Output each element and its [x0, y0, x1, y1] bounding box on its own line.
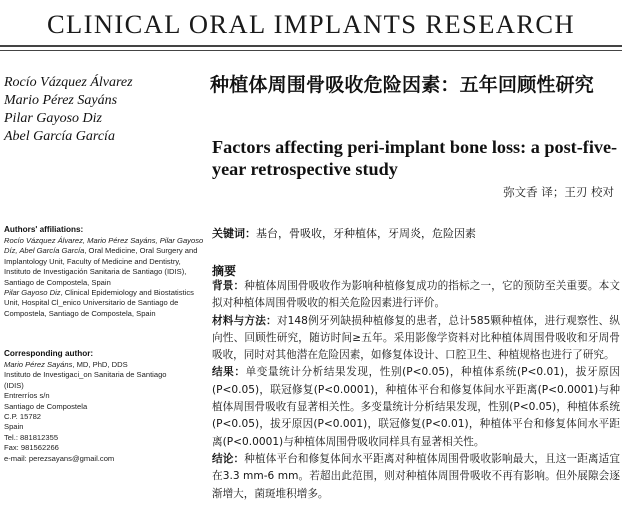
affiliation-names: Rocío Vázquez Álvarez, Mario Pérez Sayáns, Pilar Gayoso Díz, Abel García García [4, 236, 204, 256]
affiliations-text [4, 236, 204, 319]
affiliation-institution: , Clinical Epidemiology and Biostatistics Unit, Hospital Cl_enico Universitario de Santiago de Compostela, Santiago de Compostela, Spain [4, 288, 194, 318]
address-line: (IDIS) [4, 380, 24, 390]
corresponding-author-heading: Corresponding author: [4, 349, 94, 358]
affiliation-names: Pilar Gayoso Diz [4, 288, 61, 298]
abstract-body [212, 278, 620, 503]
keywords [212, 225, 612, 241]
fax-line: Fax: 981562266 [4, 443, 59, 453]
article-title-english: Factors affecting peri-implant bone loss: a post-five-year retrospective study [212, 137, 618, 179]
journal-title: CLINICAL ORAL IMPLANTS RESEARCH [46, 9, 576, 39]
address-line: Entrerríos s/n [4, 391, 50, 401]
journal-header [0, 0, 622, 64]
author-name: Pilar Gayoso Diz [4, 111, 102, 126]
address-line: Santiago de Compostela [4, 401, 88, 411]
author-name: Abel García García [4, 129, 115, 144]
abstract-conclusion [212, 451, 620, 503]
results-label: 结果： [212, 366, 246, 379]
email-line: e-mail: perezsayans@gmail.com [4, 453, 115, 463]
results-text: 单变量统计分析结果发现，性别(P<0.05)，种植体系统(P<0.01)，拔牙原因(P<0.05)，联冠修复(P<0.0001)，种植体平台和修复体间水平距离(P<0.0001)与种植体周围骨吸收有显著相关性。多变量统计分析结果发现，性别(P<0.05)，种植体系统(P<0.05)，拔牙原因(P<0.001)，联冠修复(P<0.01)，种植体平台和修复体间水平距离(P<0.0001)与种植体周围骨吸收同样具有显著相关性。 [212, 366, 620, 448]
header-rule [0, 45, 622, 47]
translator-credit: 弥文香 译；王刃 校对 [503, 185, 614, 199]
author-name: Mario Pérez Sayáns [4, 93, 118, 108]
corresponding-author-degrees: , MD, PhD, DDS [72, 360, 128, 369]
background-label: 背景： [212, 280, 245, 292]
header-rule-thin [0, 50, 622, 51]
phone-line: Tel.: 881812355 [4, 432, 59, 442]
background-text: 种植体周围骨吸收作为影响种植修复成功的指标之一，它的预防至关重要。本文拟对种植体周围骨吸收的相关危险因素进行评价。 [212, 280, 621, 310]
article-title-chinese: 种植体周围骨吸收危险因素：五年回顾性研究 [210, 74, 595, 96]
conclusion-text: 种植体平台和修复体间水平距离对种植体周围骨吸收影响最大，且这一距离适宜在3.3 mm-6 mm。若超出此范围，则对种植体周围骨吸收不再有影响。但外展隙会逐渐增大，菌斑堆积增多。 [212, 452, 621, 500]
keywords-label: 关键词： [212, 227, 256, 240]
abstract-results [212, 364, 620, 450]
methods-label: 材料与方法： [212, 314, 277, 327]
abstract-methods [212, 313, 620, 365]
abstract-heading: 摘要 [212, 264, 237, 278]
conclusion-label: 结论： [212, 452, 245, 465]
author-name: Rocío Vázquez Álvarez [4, 75, 133, 90]
corresponding-author-details [4, 360, 204, 464]
abstract-background [212, 278, 620, 313]
address-line: Instituto de Investigaci_on Sanitaria de Santiago [4, 370, 167, 380]
address-line: Spain [4, 422, 24, 432]
corresponding-author-name: Mario Pérez Sayáns [4, 360, 73, 369]
address-line: C.P. 15782 [4, 412, 42, 422]
methods-text: 对148例牙列缺损种植修复的患者，总计585颗种植体，进行观察性、纵向性、回顾性研究，随访时间≥五年。采用影像学资料对比种植体周围骨吸收和牙周骨吸收，同时对其他潜在危险因素，如修复体设计、口腔卫生、种植规格也进行了研究。 [212, 314, 620, 362]
affiliations-heading: Authors' affiliations: [4, 225, 84, 234]
author-list [4, 74, 204, 146]
affiliation-institution: , Oral Medicine, Oral Surgery and Implantology Unit, Faculty of Medicine and Dentistry, Instituto de Investigación Sanitaria de Santiago (IDIS), Santiago de Compostela, Spain [4, 246, 198, 287]
keywords-text: 基台，骨吸收，牙种植体，牙周炎，危险因素 [256, 227, 476, 240]
